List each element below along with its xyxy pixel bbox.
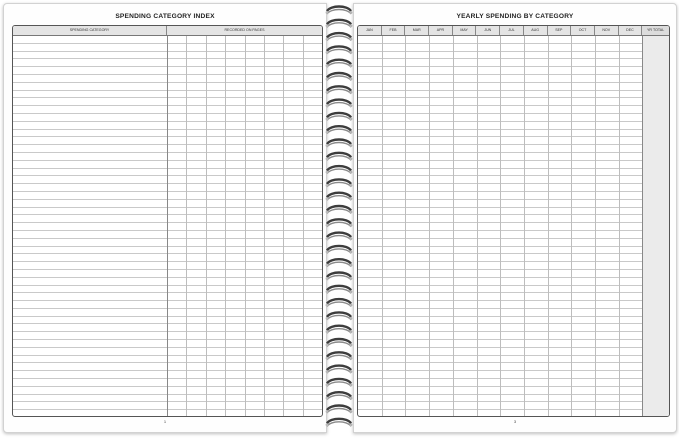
spiral-coil (326, 113, 353, 121)
spiral-wire-binding-icon (325, 0, 353, 440)
spiral-coil (326, 259, 353, 267)
category-index-table (12, 25, 323, 417)
spiral-coil (326, 246, 353, 254)
spiral-coil (326, 366, 353, 374)
left-page-number: 1 (163, 419, 167, 424)
month-header-may: MAY (453, 26, 477, 35)
column-divider (206, 36, 207, 416)
spiral-coil (326, 379, 353, 387)
spiral-coil (326, 140, 353, 148)
column-divider (500, 36, 501, 416)
month-header-dec: DEC (619, 26, 643, 35)
month-header-mar: MAR (405, 26, 429, 35)
spiral-coil (326, 299, 353, 307)
year-total-header: YR TOTAL (642, 26, 669, 35)
spiral-coil (326, 419, 353, 427)
column-divider (642, 36, 643, 416)
spiral-coil (326, 273, 353, 281)
column-divider (283, 36, 284, 416)
column-divider (453, 36, 454, 416)
spiral-coil (326, 126, 353, 134)
spending-category-header: SPENDING CATEGORY (13, 26, 167, 35)
month-header-feb: FEB (382, 26, 406, 35)
column-divider (405, 36, 406, 416)
month-header-nov: NOV (595, 26, 619, 35)
spiral-coil (326, 179, 353, 187)
category-index-header (13, 26, 322, 36)
recorded-on-pages-header: RECORDED ON PAGES (224, 28, 265, 32)
spiral-coil (326, 86, 353, 94)
spiral-coil (326, 286, 353, 294)
month-header-jul: JUL (500, 26, 524, 35)
spiral-coil (326, 153, 353, 161)
column-divider (548, 36, 549, 416)
spiral-coil (326, 312, 353, 320)
column-divider (167, 36, 168, 416)
column-divider (571, 36, 572, 416)
left-page-title: SPENDING CATEGORY INDEX (115, 13, 215, 20)
month-header-apr: APR (429, 26, 453, 35)
month-header-jan: JAN (358, 26, 382, 35)
column-divider (303, 36, 304, 416)
yearly-spending-header (358, 26, 669, 36)
right-page-title: YEARLY SPENDING BY CATEGORY (456, 13, 574, 20)
column-divider (524, 36, 525, 416)
spiral-coil (326, 166, 353, 174)
category-index-rows (13, 36, 322, 416)
column-divider (595, 36, 596, 416)
month-header-aug: AUG (524, 26, 548, 35)
spiral-coil (326, 219, 353, 227)
spiral-coil (326, 352, 353, 360)
yearly-spending-rows (358, 36, 669, 416)
yearly-spending-table (357, 25, 670, 417)
column-divider (245, 36, 246, 416)
month-header-sep: SEP (548, 26, 572, 35)
column-divider (429, 36, 430, 416)
column-divider (619, 36, 620, 416)
column-divider (186, 36, 187, 416)
right-page (353, 3, 677, 433)
spiral-coil (326, 46, 353, 54)
column-divider (477, 36, 478, 416)
spiral-coil (326, 406, 353, 414)
spiral-coil (326, 193, 353, 201)
month-header-oct: OCT (571, 26, 595, 35)
spiral-coil (326, 20, 353, 28)
spiral-coil (326, 33, 353, 41)
column-divider (264, 36, 265, 416)
spiral-coil (326, 60, 353, 67)
spiral-coil (326, 326, 353, 334)
year-total-column (642, 36, 669, 416)
spiral-coil (326, 206, 353, 214)
column-divider (225, 36, 226, 416)
column-divider (382, 36, 383, 416)
left-page (3, 3, 327, 433)
right-page-number: 3 (513, 419, 517, 424)
spiral-coil (326, 339, 353, 347)
spiral-coil (326, 73, 353, 81)
spiral-coil (326, 100, 353, 108)
month-header-jun: JUN (476, 26, 500, 35)
spiral-coil (326, 7, 353, 15)
spiral-coil (326, 233, 353, 241)
spiral-coil (326, 392, 353, 400)
